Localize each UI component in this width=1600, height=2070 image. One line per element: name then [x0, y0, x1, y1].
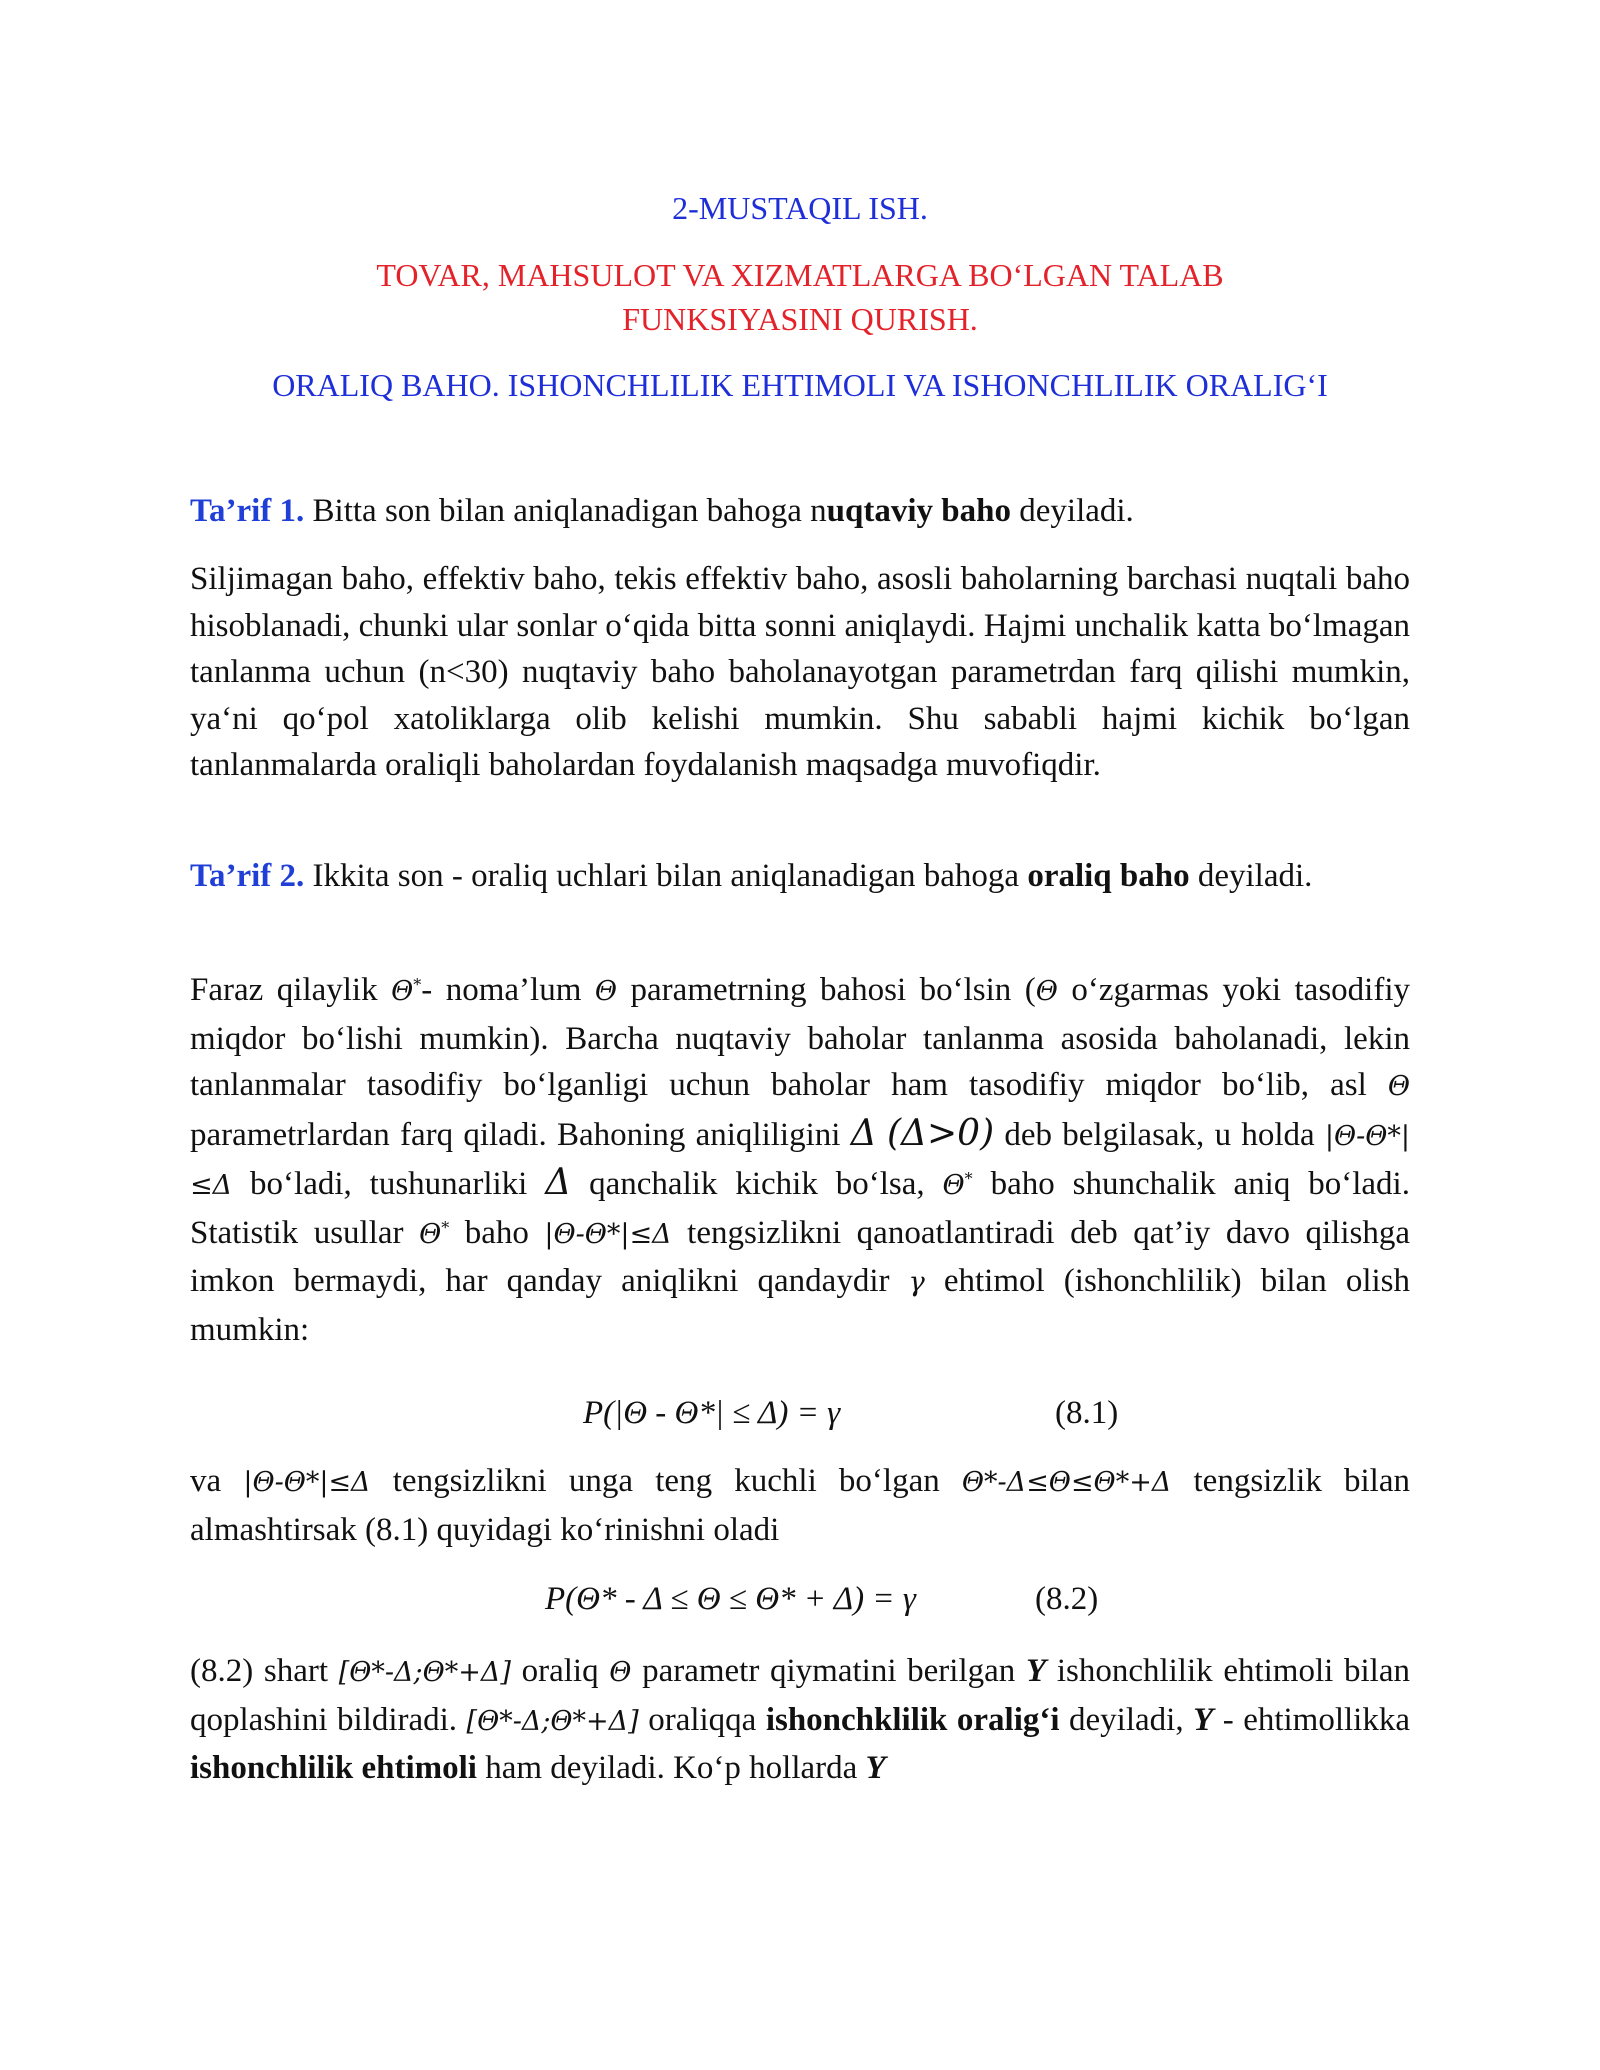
theta-star-symbol: Θ* — [391, 975, 422, 1007]
confidence-interval: [Θ*-Δ;Θ*+Δ] — [338, 1657, 511, 1688]
topic-title-line1: TOVAR, MAHSULOT VA XIZMATLARGA BO‘LGAN TALAB — [376, 257, 1224, 293]
equation-8-1: P(|Θ - Θ*| ≤ Δ) = γ — [583, 1395, 841, 1431]
delta-symbol: Δ — [850, 1112, 877, 1154]
term-confidence-probability: ishonchlilik ehtimoli — [190, 1750, 477, 1786]
definition-2-term: oraliq baho — [1027, 858, 1190, 894]
two-sided-inequality: Θ*-Δ≤Θ≤Θ*+Δ — [961, 1467, 1172, 1498]
theta-star-symbol: Θ* — [419, 1217, 450, 1250]
definition-2-label: Ta’rif 2. — [190, 858, 305, 894]
definition-1-end: deyiladi. — [1011, 493, 1134, 529]
definition-1-label: Ta’rif 1. — [190, 493, 305, 529]
paragraph-point-estimates: Siljimagan baho, effektiv baho, tekis effektiv baho, asosli baholarning barchasi nuqtali baho hisoblanadi, chunki ular sonlar o‘qida bitta sonni aniqlaydi. Hajmi unchalik katta bo‘lmagan tanlanma uchun (n<30) nuqtaviy baho baholanayotgan parametrdan farq qilishi mumkin, ya‘ni qo‘pol xatoliklarga olib kelishi mumkin. Shu sababli hajmi kichik bo‘lgan tanlanmalarda oraliqli baholardan foydalanish maqsadga muvofiqdir. — [190, 561, 1410, 783]
definition-1 — [190, 488, 1410, 535]
definition-2-end: deyiladi. — [1189, 858, 1313, 894]
Y-symbol: Y — [1193, 1701, 1214, 1738]
theta-symbol: Θ — [1387, 1071, 1410, 1102]
Y-symbol: Y — [865, 1750, 886, 1786]
section-title: ORALIQ BAHO. ISHONCHLILIK EHTIMOLI VA ISHONCHLILIK ORALIG‘I — [272, 367, 1328, 403]
gamma-symbol: γ — [908, 1267, 925, 1298]
paragraph-transform: va |Θ-Θ*|≤Δ tengsizlikni unga teng kuchli bo‘lgan Θ*-Δ≤Θ≤Θ*+Δ tengsizlik bilan almashtirsak (8.1) quyidagi ko‘rinishni oladi — [190, 1463, 1410, 1548]
theta-symbol: Θ — [594, 976, 618, 1007]
definition-1-term: uqtaviy baho — [826, 493, 1011, 529]
delta-positive: (Δ>0) — [886, 1112, 995, 1154]
definition-1-text: Bitta son bilan aniqlanadigan bahoga n — [304, 493, 827, 529]
theta-symbol: Θ — [609, 1657, 632, 1688]
paragraph-accuracy: Faraz qilaylik Θ*- noma’lum Θ parametrning bahosi bo‘lsin (Θ o‘zgarmas yoki tasodifiy miqdor bo‘lishi mumkin). Barcha nuqtaviy baholar tanlanma asosida baholanadi, lekin tanlanmalar tasodifiy bo‘lganligi uchun baholar ham tasodifiy miqdor bo‘lib, asl Θ parametrlardan farq qiladi. Bahoning aniqliligini Δ (Δ>0) deb belgilasak, u holda |Θ-Θ*|≤Δ bo‘ladi, tushunarliki Δ qanchalik kichik bo‘lsa, Θ* baho shunchalik aniq bo‘ladi. Statistik usullar Θ* baho |Θ-Θ*|≤Δ tengsizlikni qanoatlantiradi deb qat’iy davo qilishga imkon bermaydi, har qanday aniqlikni qandaydir γ ehtimol (ishonchlilik) bilan olish mumkin: — [190, 972, 1411, 1348]
definition-2 — [190, 853, 1410, 900]
abs-inequality: |Θ-Θ*|≤Δ — [243, 1467, 371, 1498]
work-title: 2-MUSTAQIL ISH. — [672, 190, 928, 226]
delta-symbol: Δ — [545, 1162, 572, 1203]
Y-symbol: Y — [1025, 1653, 1047, 1689]
equation-number-8-2: (8.2) — [1035, 1581, 1099, 1617]
abs-inequality: |Θ-Θ*|≤Δ — [190, 1120, 1410, 1201]
paragraph-confidence-interval: (8.2) shart [Θ*-Δ;Θ*+Δ] oraliq Θ parametr qiymatini berilgan Y ishonchlilik ehtimoli bilan qoplashini bildiradi. [Θ*-Δ;Θ*+Δ] oraliqqa ishonchklilik oralig‘i deyiladi, Y - ehtimollikka ishonchlilik ehtimoli ham deyiladi. Ko‘p hollarda Y — [190, 1653, 1410, 1786]
equation-number-8-1: (8.1) — [1055, 1395, 1119, 1431]
term-confidence-interval: ishonchklilik oralig‘i — [765, 1701, 1060, 1738]
theta-star-symbol: Θ* — [942, 1169, 973, 1201]
theta-symbol: Θ — [1035, 976, 1058, 1007]
abs-inequality: |Θ-Θ*|≤Δ — [544, 1218, 672, 1250]
equation-8-2: P(Θ* - Δ ≤ Θ ≤ Θ* + Δ) = γ — [545, 1581, 916, 1617]
topic-title-line2: FUNKSIYASINI QURISH. — [622, 301, 978, 337]
confidence-interval: [Θ*-Δ;Θ*+Δ] — [466, 1705, 639, 1737]
definition-2-text: Ikkita son - oraliq uchlari bilan aniqlanadigan bahoga — [304, 858, 1028, 894]
